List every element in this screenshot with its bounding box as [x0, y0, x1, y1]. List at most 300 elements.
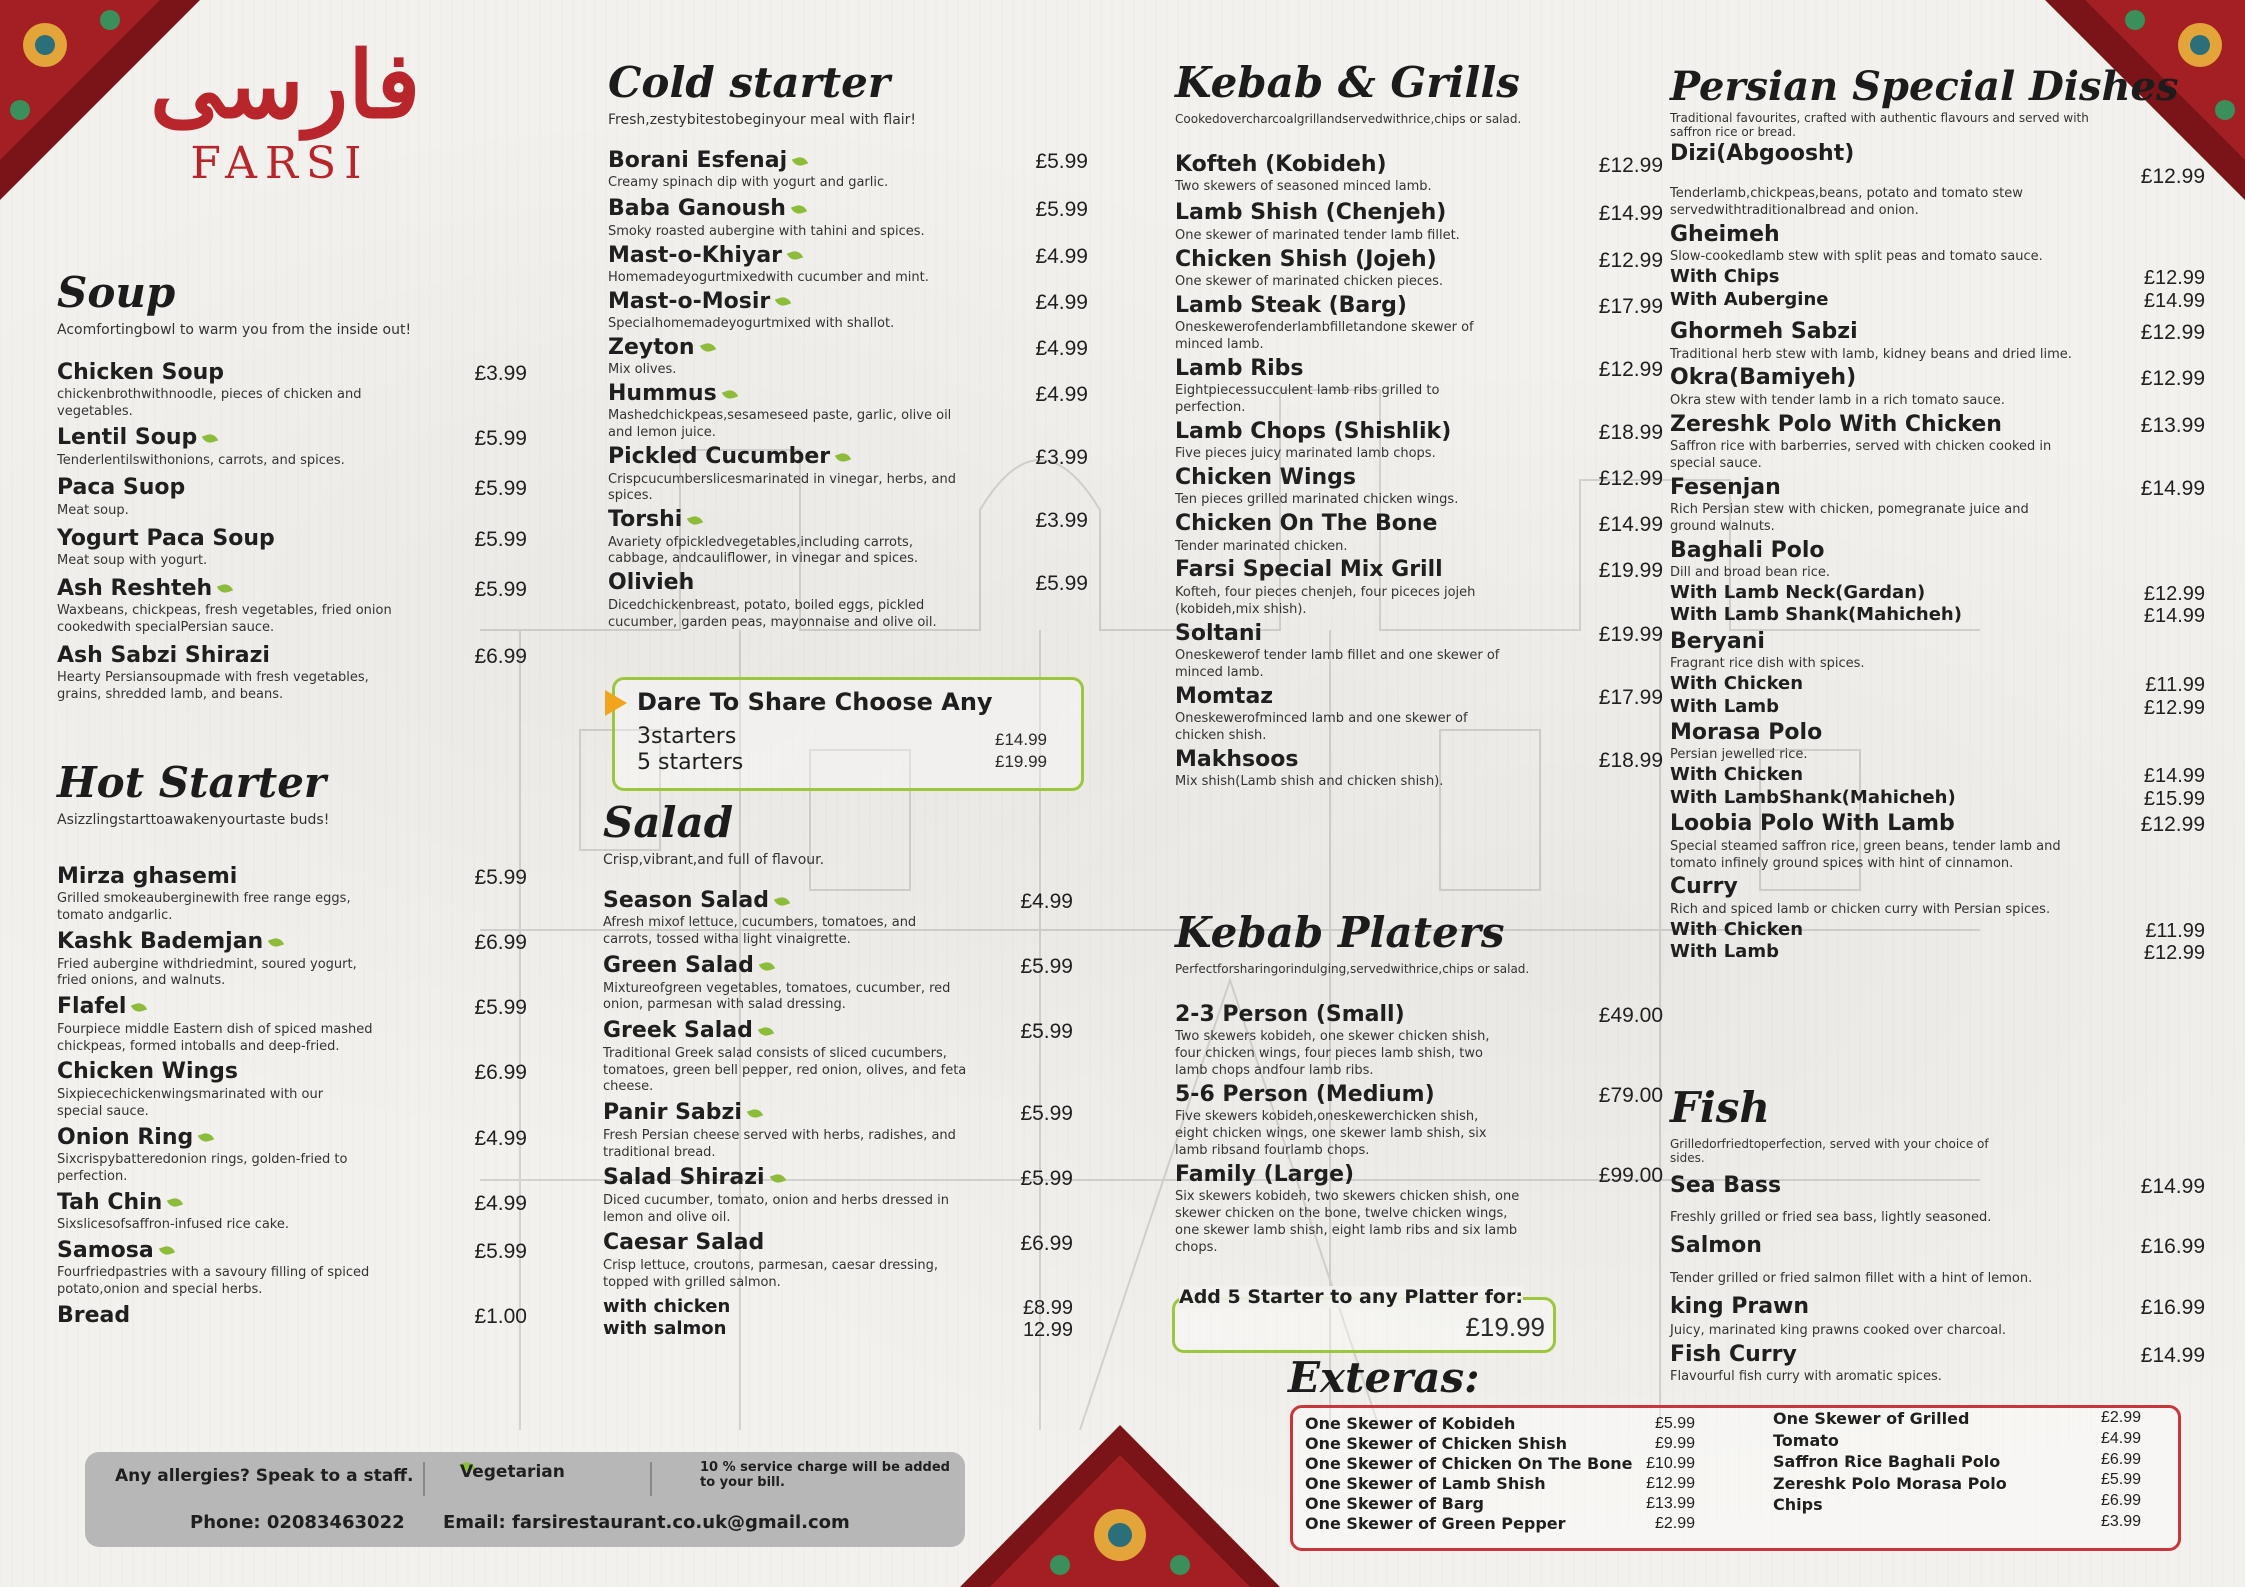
option-price: £12.99 — [2143, 696, 2205, 719]
platters-section — [1175, 910, 1663, 1257]
menu-item — [608, 196, 1088, 240]
item-price: £17.99 — [1598, 685, 1663, 709]
vegetarian-leaf-icon — [167, 1196, 183, 1209]
dish-option — [1670, 673, 2205, 696]
item-price: £4.99 — [1035, 290, 1088, 314]
menu-item — [1670, 1233, 2205, 1287]
item-price: £5.99 — [1035, 198, 1088, 222]
item-description: Ten pieces grilled marinated chicken wings. — [1175, 492, 1459, 508]
item-name: Fish Curry — [1670, 1341, 1797, 1367]
vegetarian-leaf-icon — [131, 1001, 147, 1014]
vegetarian-leaf-icon — [687, 514, 703, 527]
item-price: £12.99 — [1598, 467, 1663, 491]
option-price: £12.99 — [2143, 942, 2205, 965]
item-name: Season Salad — [603, 888, 769, 914]
item-price: £4.99 — [1035, 244, 1088, 268]
extra-label: with salmon — [603, 1318, 727, 1340]
salad-extra-option — [603, 1296, 1073, 1319]
item-price: £18.99 — [1598, 420, 1663, 444]
item-description: Mix olives. — [608, 362, 677, 378]
extras-right-labels — [1773, 1408, 2033, 1516]
item-description: One skewer of marinated chicken pieces. — [1175, 273, 1443, 289]
item-description: Rich and spiced lamb or chicken curry with Persian spices. — [1670, 901, 2051, 917]
menu-item — [608, 289, 1088, 333]
item-price: £4.99 — [474, 1191, 527, 1215]
item-name: Yogurt Paca Soup — [57, 525, 275, 551]
item-name: Baghali Polo — [1670, 537, 1825, 563]
option-label: With Lamb Shank(Mahicheh) — [1670, 604, 1962, 626]
item-name: Lamb Chops (Shishlik) — [1175, 418, 1452, 444]
item-price: £12.99 — [1598, 248, 1663, 272]
item-name: Onion Ring — [57, 1124, 194, 1150]
item-description: Rich Persian stew with chicken, pomegranate juice and ground walnuts. — [1670, 502, 2029, 534]
item-name: Beryani — [1670, 628, 1765, 654]
share-title: Dare To Share Choose Any — [637, 688, 993, 716]
item-name: Salad Shirazi — [603, 1165, 765, 1191]
item-description: Oneskewerofenderlambfilletandone skewer of minced lamb. — [1175, 320, 1474, 352]
item-name: Farsi Special Mix Grill — [1175, 557, 1443, 583]
item-price: £14.99 — [2140, 476, 2205, 500]
footer-info-bar — [85, 1452, 965, 1547]
extra-label: One Skewer of Barg — [1305, 1494, 1484, 1513]
hot-starter-subtitle: Asizzlingstarttoawakenyourtaste buds! — [57, 812, 330, 829]
item-price: £16.99 — [2140, 1295, 2205, 1319]
item-price: £1.00 — [474, 1304, 527, 1328]
item-price: £4.99 — [1035, 336, 1088, 360]
menu-item — [1670, 475, 2205, 536]
allergy-notice: Any allergies? Speak to a staff. — [115, 1466, 414, 1486]
phone-number: Phone: 02083463022 — [190, 1512, 405, 1533]
extra-item — [1305, 1514, 1695, 1534]
extra-label: One Skewer of Chicken On The Bone — [1305, 1454, 1633, 1473]
hot-starter-section — [57, 760, 527, 1328]
share-option-price: £19.99 — [995, 752, 1047, 771]
item-description: Fresh Persian cheese served with herbs, radishes, and traditional bread. — [603, 1127, 956, 1160]
extra-label: One Skewer of Kobideh — [1305, 1414, 1516, 1433]
soup-title: Soup — [57, 268, 176, 317]
item-description: Flavourful fish curry with aromatic spices. — [1670, 1369, 1942, 1385]
item-name: Zereshk Polo With Chicken — [1670, 411, 2002, 437]
item-name: Kofteh (Kobideh) — [1175, 152, 1387, 178]
item-name: Dizi(Abgoosht) — [1670, 141, 1855, 166]
menu-item — [603, 1165, 1073, 1226]
salad-extra-option — [603, 1318, 1073, 1341]
item-name: Gheimeh — [1670, 222, 1780, 248]
extra-item — [1305, 1434, 1695, 1454]
item-name: Mast-o-Khiyar — [608, 242, 783, 268]
extra-price: £6.99 — [2101, 1492, 2142, 1510]
menu-item — [1175, 152, 1663, 196]
vegetarian-leaf-icon — [699, 341, 715, 354]
item-price: £6.99 — [474, 1061, 527, 1085]
menu-item — [57, 360, 527, 421]
menu-item — [1175, 293, 1663, 354]
item-price: £5.99 — [474, 527, 527, 551]
extra-label: Chips — [1773, 1495, 1823, 1515]
item-description: Juicy, marinated king prawns cooked over charcoal. — [1670, 1322, 2007, 1338]
email-address: Email: farsirestaurant.co.uk@gmail.com — [443, 1512, 850, 1533]
item-price: £49.00 — [1598, 1004, 1663, 1028]
item-price: £5.99 — [474, 866, 527, 890]
extra-price: £13.99 — [1646, 1495, 1695, 1512]
item-description: Mixtureofgreen vegetables, tomatoes, cucumber, red onion, parmesan with salad dressing. — [603, 980, 951, 1013]
item-price: £5.99 — [474, 477, 527, 501]
item-name: Lamb Shish (Chenjeh) — [1175, 200, 1447, 226]
extra-item — [1305, 1414, 1695, 1434]
vegetarian-leaf-icon — [791, 203, 807, 216]
item-description: Afresh mixof lettuce, cucumbers, tomatoes, and carrots, tossed witha light vinaigrette. — [603, 915, 917, 948]
vegetarian-leaf-icon — [217, 582, 233, 595]
extra-price: £6.99 — [2101, 1450, 2142, 1468]
extra-item — [1305, 1454, 1695, 1474]
menu-item — [1175, 621, 1663, 682]
menu-item — [1670, 538, 2205, 627]
item-description: Oneskewerof tender lamb fillet and one skewer of minced lamb. — [1175, 647, 1500, 680]
item-name: Mast-o-Mosir — [608, 288, 771, 314]
item-price: £4.99 — [1035, 383, 1088, 407]
item-price: £99.00 — [1598, 1164, 1663, 1188]
item-name: Chicken Soup — [57, 360, 225, 386]
extra-price: 12.99 — [1022, 1319, 1073, 1342]
item-price: £5.99 — [474, 996, 527, 1020]
item-name: Green Salad — [603, 953, 754, 979]
item-price: £18.99 — [1598, 748, 1663, 772]
item-price: £14.99 — [1598, 513, 1663, 537]
item-description: Grilled smokeauberginewith free range eggs, tomato andgarlic. — [57, 891, 351, 924]
vegetarian-leaf-icon — [792, 155, 808, 168]
item-description: Oneskewerofminced lamb and one skewer of chicken shish. — [1175, 710, 1468, 743]
item-name: Fesenjan — [1670, 474, 1781, 500]
item-price: £3.99 — [474, 362, 527, 386]
item-price: £5.99 — [474, 427, 527, 451]
extra-label: One Skewer of Grilled Tomato — [1773, 1409, 1970, 1450]
platters-title: Kebab Platers — [1175, 908, 1505, 957]
item-description: Avariety ofpickledvegetables,including carrots, cabbage, andcauliflower, in vinegar and spices. — [608, 534, 919, 567]
item-description: Creamy spinach dip with yogurt and garlic. — [608, 175, 889, 191]
option-price: £14.99 — [2143, 605, 2205, 628]
menu-item — [57, 1190, 527, 1234]
item-name: Olivieh — [608, 570, 695, 596]
extra-label: with chicken — [603, 1295, 731, 1317]
carpet-ornament-bottom-center — [960, 1425, 1280, 1587]
menu-item — [1175, 1002, 1663, 1080]
item-name: Okra(Bamiyeh) — [1670, 365, 1857, 391]
cold-starter-subtitle: Fresh,zestybitestobeginyour meal with flair! — [608, 112, 917, 129]
item-description: Slow-cookedlamb stew with split peas and tomato sauce. — [1670, 249, 2043, 265]
item-description: Hearty Persiansoupmade with fresh vegetables, grains, shredded lamb, and beans. — [57, 670, 369, 703]
menu-item — [1670, 1294, 2205, 1340]
item-name: Salmon — [1670, 1233, 1762, 1259]
vegetarian-leaf-icon — [758, 1025, 774, 1038]
item-description: Six skewers kobideh, two skewers chicken shish, one skewer chicken on the bone, twelve chicken wings, one skewer lamb shish, eight lamb ribs and six lamb chops. — [1175, 1189, 1520, 1256]
item-name: Chicken Wings — [1175, 465, 1356, 491]
fish-subtitle: Grilledorfriedtoperfection, served with your choice of sides. — [1670, 1137, 1989, 1166]
extra-label: One Skewer of Chicken Shish — [1305, 1434, 1568, 1453]
option-label: With Chicken — [1670, 764, 1804, 786]
item-price: £6.99 — [474, 931, 527, 955]
item-price: £12.99 — [2140, 813, 2205, 837]
dish-option — [1670, 266, 2205, 289]
kebab-title: Kebab & Grills — [1175, 58, 1520, 107]
item-price: £3.99 — [1035, 509, 1088, 533]
item-name: Hummus — [608, 381, 717, 407]
item-description: Two skewers kobideh, one skewer chicken shish, four chicken wings, four pieces lamb shish, two lamb chops andfour lamb ribs. — [1175, 1029, 1490, 1079]
item-description: Two skewers of seasoned minced lamb. — [1175, 179, 1432, 195]
item-price: £5.99 — [1035, 150, 1088, 174]
platters-subtitle: Perfectforsharingorindulging,servedwithrice,chips or salad. — [1175, 962, 1530, 977]
logo-latin-text: FARSI — [190, 138, 370, 189]
option-price: £12.99 — [2143, 582, 2205, 605]
option-label: With Chips — [1670, 266, 1780, 288]
option-price: £11.99 — [2145, 919, 2205, 942]
menu-item — [1670, 811, 2205, 872]
item-name: Curry — [1670, 874, 1738, 900]
item-price: £5.99 — [1020, 1020, 1073, 1044]
vegetarian-leaf-icon — [202, 432, 218, 445]
menu-item — [608, 335, 1088, 379]
item-name: Sea Bass — [1670, 1173, 1782, 1199]
menu-item — [1670, 412, 2205, 473]
hot-starter-title: Hot Starter — [57, 758, 327, 807]
item-name: Ghormeh Sabzi — [1670, 319, 1858, 345]
menu-item — [603, 1100, 1073, 1161]
fish-section — [1670, 1085, 2205, 1386]
item-price: £5.99 — [1020, 1102, 1073, 1126]
item-price: £12.99 — [1598, 357, 1663, 381]
persian-title: Persian Special Dishes — [1670, 63, 2179, 110]
item-description: Five skewers kobideh,oneskewerchicken shish, eight chicken wings, one skewer lamb shish, six lamb ribsand fourlamb chops. — [1175, 1109, 1487, 1159]
menu-item — [57, 994, 527, 1055]
extras-title: Exteras: — [1288, 1353, 1480, 1402]
salad-section — [603, 800, 1073, 1341]
item-price: £4.99 — [474, 1126, 527, 1150]
extra-label: One Skewer of Green Pepper — [1305, 1514, 1566, 1533]
item-name: Panir Sabzi — [603, 1100, 742, 1126]
item-description: Tenderlamb,chickpeas,beans, potato and tomato stew servedwithtraditionalbread and onion. — [1670, 186, 2023, 219]
item-description: Sixslicesofsaffron-infused rice cake. — [57, 1216, 290, 1232]
extra-price: £9.99 — [1654, 1435, 1695, 1452]
extra-price: £8.99 — [1022, 1296, 1073, 1319]
item-description: Saffron rice with barberries, served with chicken cooked in special sauce. — [1670, 438, 2052, 471]
item-name: Ash Sabzi Shirazi — [57, 642, 270, 668]
extra-price: £3.99 — [2101, 1512, 2142, 1530]
extras-left-list — [1305, 1414, 1695, 1534]
vegetarian-leaf-icon — [835, 451, 851, 464]
item-description: Freshly grilled or fried sea bass, lightly seasoned. — [1670, 1210, 1992, 1226]
cold-starter-title: Cold starter — [608, 58, 891, 107]
extra-label: Saffron Rice Baghali Polo — [1773, 1452, 2001, 1472]
vegetarian-leaf-icon — [775, 295, 791, 308]
vegetarian-leaf-icon — [198, 1131, 214, 1144]
item-name: Chicken Shish (Jojeh) — [1175, 246, 1437, 272]
item-price: £5.99 — [474, 1239, 527, 1263]
item-description: Traditional Greek salad consists of sliced cucumbers, tomatoes, green bell pepper, red onion, olives, and feta cheese. — [603, 1045, 967, 1095]
item-name: Chicken Wings — [57, 1059, 238, 1085]
vegetarian-leaf-icon — [747, 1107, 763, 1120]
item-description: Sixcrispybatteredonion rings, golden-fried to perfection. — [57, 1151, 348, 1184]
item-price: £12.99 — [2140, 367, 2205, 391]
menu-item — [1670, 319, 2205, 363]
item-name: 5-6 Person (Medium) — [1175, 1082, 1435, 1108]
soup-section — [57, 270, 527, 704]
item-name: 2-3 Person (Small) — [1175, 1002, 1405, 1028]
item-name: Pickled Cucumber — [608, 444, 831, 470]
extra-price: £10.99 — [1646, 1455, 1695, 1472]
extra-price: £5.99 — [1654, 1415, 1695, 1432]
menu-item — [1175, 419, 1663, 463]
item-name: Baba Ganoush — [608, 196, 786, 222]
item-name: Loobia Polo With Lamb — [1670, 811, 1955, 837]
menu-item — [57, 425, 527, 469]
persian-subtitle: Traditional favourites, crafted with authentic flavours and served with saffron rice or bread. — [1670, 111, 2089, 139]
share-promo-box — [612, 677, 1084, 791]
extra-label: One Skewer of Lamb Shish — [1305, 1474, 1546, 1493]
item-price: £14.99 — [2140, 1175, 2205, 1199]
menu-item — [603, 953, 1073, 1014]
item-description: Meat soup. — [57, 502, 129, 518]
share-option-label: 3starters — [637, 724, 737, 749]
platter-addon-box — [1172, 1286, 1556, 1353]
item-name: Greek Salad — [603, 1018, 753, 1044]
extra-price: £2.99 — [2101, 1409, 2142, 1426]
extra-price: £12.99 — [1646, 1475, 1695, 1492]
item-description: Waxbeans, chickpeas, fresh vegetables, fried onion cookedwith specialPersian sauce. — [57, 603, 392, 636]
item-description: Traditional herb stew with lamb, kidney beans and dried lime. — [1670, 346, 2072, 362]
cold-starter-section — [608, 60, 1088, 631]
dish-option — [1670, 941, 2205, 964]
item-description: Diced cucumber, tomato, onion and herbs dressed in lemon and olive oil. — [603, 1192, 949, 1225]
option-label: With LambShank(Mahicheh) — [1670, 786, 1956, 808]
menu-item — [603, 1018, 1073, 1096]
item-description: Five pieces juicy marinated lamb chops. — [1175, 446, 1436, 462]
item-name: Tah Chin — [57, 1189, 163, 1215]
menu-item — [1670, 141, 2205, 220]
item-description: Homemadeyogurtmixedwith cucumber and mint. — [608, 269, 929, 285]
menu-item — [608, 444, 1088, 505]
item-price: £5.99 — [1035, 572, 1088, 596]
option-price: £11.99 — [2145, 674, 2205, 697]
play-arrow-icon — [605, 690, 627, 716]
menu-item — [1175, 465, 1663, 509]
share-option-price: £14.99 — [995, 730, 1047, 749]
logo-arabic-text: فارسی — [150, 31, 421, 139]
menu-item — [608, 243, 1088, 287]
menu-item — [1670, 1173, 2205, 1227]
item-price: £19.99 — [1598, 559, 1663, 583]
option-label: With Aubergine — [1670, 288, 1829, 310]
vegetarian-leaf-icon — [787, 249, 803, 262]
item-description: Special steamed saffron rice, green beans, tender lamb and tomato infinely ground spices with hint of cinnamon. — [1670, 838, 2061, 871]
item-price: £5.99 — [1020, 955, 1073, 979]
dish-option — [1670, 289, 2205, 312]
menu-item — [1670, 720, 2205, 809]
dish-option — [1670, 919, 2205, 942]
item-name: Family (Large) — [1175, 1162, 1355, 1188]
item-name: Flafel — [57, 994, 127, 1020]
menu-item — [57, 864, 527, 925]
persian-section — [1670, 65, 2205, 964]
vegetarian-leaf-icon — [159, 1244, 175, 1257]
option-label: With Lamb Neck(Gardan) — [1670, 581, 1926, 603]
menu-item — [1670, 629, 2205, 718]
item-description: Mix shish(Lamb shish and chicken shish). — [1175, 774, 1444, 789]
item-name: Lamb Steak (Barg) — [1175, 292, 1407, 318]
item-price: £4.99 — [1020, 890, 1073, 914]
item-description: Fourpiece middle Eastern dish of spiced mashed chickpeas, formed intoballs and deep-fried. — [57, 1021, 373, 1054]
item-price: £13.99 — [2140, 413, 2205, 437]
item-name: Lentil Soup — [57, 425, 198, 451]
salad-title: Salad — [603, 798, 734, 847]
footer-divider — [423, 1462, 425, 1496]
vegetarian-leaf-icon — [759, 960, 775, 973]
item-name: Ash Reshteh — [57, 575, 213, 601]
item-price: £12.99 — [2140, 321, 2205, 345]
item-name: Kashk Bademjan — [57, 929, 264, 955]
item-description: Kofteh, four pieces chenjeh, four piceces jojeh (kobideh,mix shish). — [1175, 584, 1476, 617]
dish-option — [1670, 604, 2205, 627]
item-name: Zeyton — [608, 334, 695, 360]
option-label: With Chicken — [1670, 673, 1804, 695]
item-price: £19.99 — [1598, 622, 1663, 646]
vegetarian-leaf-icon — [268, 936, 284, 949]
menu-item — [1670, 365, 2205, 409]
item-name: Lamb Ribs — [1175, 355, 1304, 381]
item-description: Crisp lettuce, croutons, parmesan, caesar dressing, topped with grilled salmon. — [603, 1257, 939, 1290]
vegetarian-label: Vegetarian — [460, 1462, 565, 1482]
item-name: Mirza ghasemi — [57, 864, 238, 890]
item-description: Meat soup with yogurt. — [57, 552, 208, 568]
footer-divider — [650, 1462, 652, 1496]
service-charge-notice: 10 % service charge will be added to your bill. — [700, 1460, 950, 1490]
item-name: king Prawn — [1670, 1293, 1810, 1319]
item-description: chickenbrothwithnoodle, pieces of chicken and vegetables. — [57, 387, 362, 420]
option-label: With Lamb — [1670, 941, 1779, 963]
menu-item — [1175, 1162, 1663, 1257]
item-name: Torshi — [608, 507, 683, 533]
menu-item — [1175, 247, 1663, 291]
dish-option — [1670, 582, 2205, 605]
extra-price: £2.99 — [1654, 1515, 1695, 1532]
menu-item — [608, 148, 1088, 192]
dish-option — [1670, 696, 2205, 719]
item-price: £12.99 — [2140, 165, 2205, 188]
menu-item — [57, 1059, 527, 1120]
menu-item — [603, 1230, 1073, 1291]
item-name: Morasa Polo — [1670, 720, 1823, 746]
option-label: With Chicken — [1670, 918, 1804, 940]
item-description: Tenderlentilswithonions, carrots, and spices. — [57, 452, 345, 468]
menu-item — [1175, 511, 1663, 555]
menu-item — [1175, 747, 1663, 791]
menu-item — [1670, 1342, 2205, 1386]
extras-box — [1290, 1405, 2181, 1551]
item-description: One skewer of marinated tender lamb fillet. — [1175, 227, 1460, 243]
option-label: With Lamb — [1670, 695, 1779, 717]
menu-item — [1175, 356, 1663, 417]
option-price: £14.99 — [2143, 289, 2205, 312]
vegetarian-leaf-icon — [774, 895, 790, 908]
restaurant-logo — [150, 30, 421, 189]
item-price: £16.99 — [2140, 1235, 2205, 1259]
item-price: £12.99 — [1598, 154, 1663, 178]
item-description: Tender grilled or fried salmon fillet with a hint of lemon. — [1670, 1270, 2033, 1286]
menu-item — [1175, 200, 1663, 244]
menu-item — [1175, 557, 1663, 618]
item-description: Persian jewelled rice. — [1670, 747, 1808, 763]
extra-price: £5.99 — [2101, 1471, 2142, 1489]
extra-price: £4.99 — [2101, 1429, 2142, 1447]
item-name: Borani Esfenaj — [608, 148, 788, 174]
